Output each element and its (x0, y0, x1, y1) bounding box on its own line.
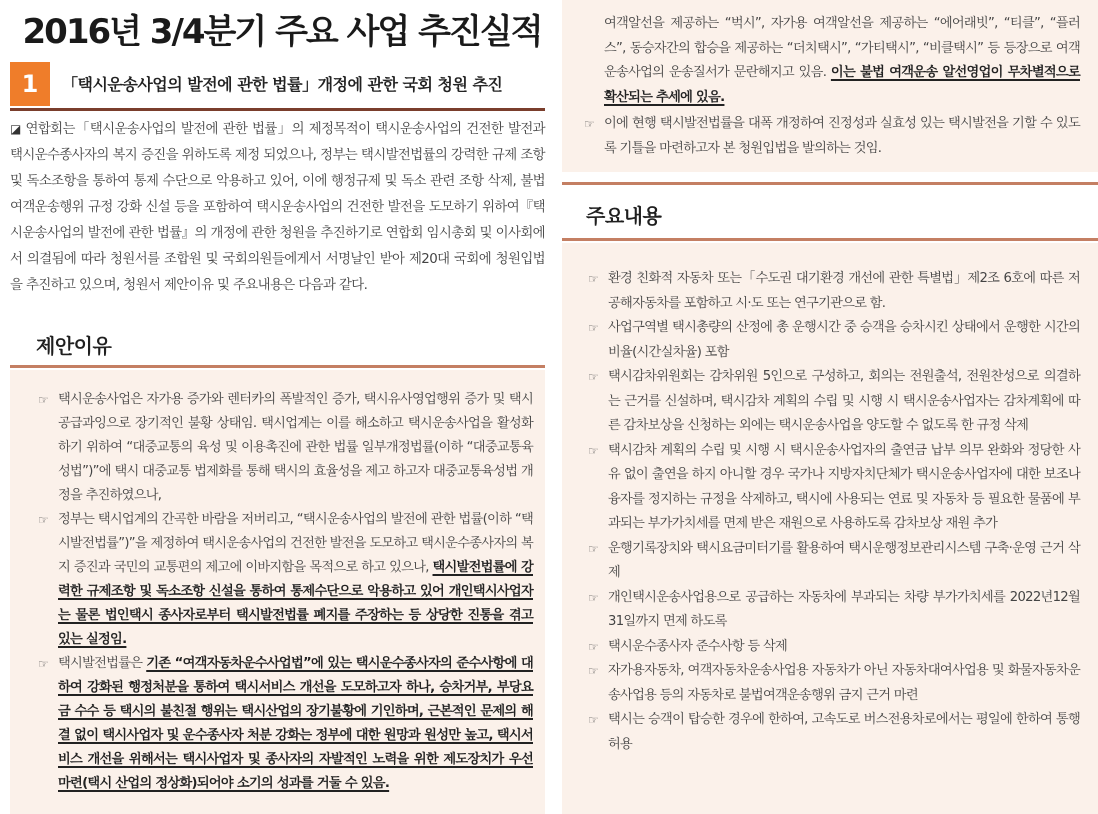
pointing-hand-icon: ☞ (38, 393, 49, 407)
list-item (38, 388, 533, 508)
proposal-heading: 제안이유 (36, 334, 112, 358)
pointing-hand-icon: ☞ (588, 664, 599, 678)
list-item (588, 659, 1080, 708)
main-contents-item-text: 자가용자동차, 여객자동차운송사업용 자동차가 아닌 자동차대여사업용 및 화물자동차운송사업용 등의 자동차로 불법여객운송행위 금지 근거 마련 (608, 663, 1080, 703)
proposal-item-text: 택시운송사업은 자가용 증가와 렌터카의 폭발적인 증가, 택시유사영업행위 증가 및 택시 공급과잉으로 장기적인 불황 상태임. 택시업계는 이를 해소하고 택시운송사업을 활성화하기 위하여 “대중교통의 육성 및 이용촉진에 관한 법률 일부개정법률(이하 “대중교통육성법”)”에 택시 대중교통 법제화를 통해 택시의 효율성을 제고 하고자 대중교통육성법 개정을 추진하였으나, (58, 392, 533, 503)
list-item (588, 635, 1080, 660)
pointing-hand-icon: ☞ (38, 513, 49, 527)
main-contents-item-text: 택시감차 계획의 수립 및 시행 시 택시운송사업자의 출연금 납부 의무 완화와 정당한 사유 없이 출연을 하지 아니할 경우 국가나 지방자치단체가 택시운송사업자에 대한 보조나 융자를 정지하는 규정을 삭제하고, 택시에 사용되는 연료 및 자동차 등 필요한 물품에 부과되는 부가가치세를 면제 받은 재원으로 사용하도록 감차보상 재원 추가 (608, 442, 1080, 531)
continued-proposal-box (562, 0, 1098, 172)
main-contents-item-text: 개인택시운송사업용으로 공급하는 자동차에 부과되는 차량 부가가치세를 2022년12월31일까지 면제 하도록 (608, 589, 1080, 629)
section-divider (10, 108, 545, 111)
main-contents-item-text: 운행기록장치와 택시요금미터기를 활용하여 택시운행정보관리시스템 구축·운영 근거 삭제 (608, 540, 1080, 580)
proposal-divider (10, 365, 545, 368)
pointing-hand-icon: ☞ (588, 272, 599, 286)
list-item (588, 365, 1080, 439)
main-contents-box (562, 243, 1098, 814)
pointing-hand-icon: ☞ (584, 117, 595, 131)
list-item (588, 439, 1080, 537)
proposal-item-emphasis: 기존 “여객자동차운수사업법”에 있는 택시운수종사자의 준수사항에 대하여 강화된 행정처분을 통하여 택시서비스 개선을 도모하고자 하나, 승차거부, 부당요금 수수 등 택시의 불친절 행위는 택시산업의 장기불황에 기인하며, 근본적인 문제의 해결 없이 택시사업자 및 운수종사자 처분 강화는 정부에 대한 원망과 원성만 높고, 택시서비스 개선을 위해서는 택시사업자 및 종사자의 자발적인 노력을 위한 제도장치가 우선 마련(택시 산업의 정상화)되어야 소기의 성과를 거둘 수 있음. (58, 656, 533, 791)
pointing-hand-icon: ☞ (588, 370, 599, 384)
list-item (588, 708, 1080, 757)
list-item (588, 267, 1080, 316)
proposal-item-text: 택시발전법률은 (58, 656, 143, 671)
intro-paragraph (10, 116, 545, 299)
list-item (588, 537, 1080, 586)
list-item (38, 508, 533, 652)
pointing-hand-icon: ☞ (588, 541, 599, 556)
pointing-hand-icon: ☞ (588, 639, 599, 654)
pointing-hand-icon: ☞ (588, 590, 599, 605)
list-item (584, 112, 1080, 161)
continued-text: 여객알선을 제공하는 “벅시”, 자가용 여객알선을 제공하는 “에어래빗”, “티클”, “플러스”, 동승자간의 합승을 제공하는 “더치택시”, “가티택시”, “비클택시” 등 등장으로 여객운송사업의 운송질서가 문란해지고 있음. (604, 16, 1080, 80)
continued-paragraph (584, 12, 1080, 110)
right-divider (562, 182, 1098, 185)
main-contents-item-text: 택시는 승객이 탑승한 경우에 한하여, 고속도로 버스전용차로에서는 평일에 한하여 통행 허용 (608, 712, 1080, 752)
proposal-item-emphasis: 택시발전법률에 강력한 규제조항 및 독소조항 신설을 통하여 통제수단으로 악용하고 있어 개인택시사업자는 물론 법인택시 종사자로부터 택시발전법률 폐지를 주장하는 등 상당한 진통을 겪고 있는 실정임. (58, 560, 533, 647)
section-header (10, 62, 545, 106)
list-item (588, 316, 1080, 365)
page-title: 2016년 3/4분기 주요 사업 추진실적 (22, 12, 542, 52)
main-contents-item-text: 택시운수종사자 준수사항 등 삭제 (608, 638, 788, 654)
main-contents-item-text: 환경 친화적 자동차 또는「수도권 대기환경 개선에 관한 특별법」제2조 6호에 따른 저공해자동차를 포함하고 시·도 또는 연구기관으로 함. (608, 271, 1080, 311)
main-contents-item-text: 택시감차위원회는 감차위원 5인으로 구성하고, 회의는 전원출석, 전원찬성으로 의결하는 근거를 신설하며, 택시감차 계획의 수립 및 시행 시 택시운송사업자는 감차계획에 따른 감차보상을 신청하는 외에는 택시운송사업을 양도할 수 없도록 한 규정 삭제 (608, 369, 1080, 433)
section-number-badge: 1 (10, 62, 50, 106)
proposal-item-text: 정부는 택시업계의 간곡한 바람을 저버리고, “택시운송사업의 발전에 관한 법률(이하 “택시발전법률”)”을 제정하여 택시운송사업의 건전한 발전을 도모하고 택시운수종사자의 복지 증진과 국민의 교통편의 제고에 이바지함을 목적으로 하고 있으나, (58, 512, 533, 575)
continued-item-text: 이에 현행 택시발전법률을 대폭 개정하여 진정성과 실효성 있는 택시발전을 기할 수 있도록 기틀을 마련하고자 본 청원입법을 발의하는 것임. (604, 116, 1080, 156)
left-column (10, 0, 545, 814)
intro-text: 연합회는「택시운송사업의 발전에 관한 법률」의 제정목적이 택시운송사업의 건전한 발전과 택시운수종사자의 복지 증진을 위하도록 제정 되었으나, 정부는 택시발전법률의 강력한 규제 조항 및 독소조항을 통하여 통제 수단으로 악용하고 있어, 이에 행정규제 및 독소 관련 조항 삭제, 불법여객운송행위 규정 강화 신설 등을 포함하여 택시운송사업의 건전한 발전을 도모하기 위하여『택시운송사업의 발전에 관한 법률』의 개정에 관한 청원을 추진하기로 연합회 임시총회 및 이사회에서 의결됨에 따라 청원서를 조합원 및 국회의원들에게서 서명날인 받아 제20대 국회에 청원입법을 추진하고 있으며, 청원서 제안이유 및 주요내용은 다음과 같다. (10, 122, 545, 293)
pointing-hand-icon: ☞ (588, 443, 599, 458)
square-bullet-icon: ◪ (10, 122, 21, 136)
pointing-hand-icon: ☞ (38, 657, 49, 671)
list-item (588, 586, 1080, 635)
right-column (562, 0, 1098, 814)
main-contents-divider (562, 238, 1098, 241)
main-contents-item-text: 사업구역별 택시총량의 산정에 총 운행시간 중 승객을 승차시킨 상태에서 운행한 시간의 비율(시간실차율) 포함 (608, 320, 1080, 360)
continued-emphasis: 이는 불법 여객운송 알선영업이 무차별적으로 확산되는 추세에 있음. (604, 65, 1080, 105)
main-contents-heading: 주요내용 (586, 204, 662, 228)
pointing-hand-icon: ☞ (588, 321, 599, 335)
proposal-box (10, 370, 545, 814)
pointing-hand-icon: ☞ (588, 713, 599, 727)
list-item (38, 652, 533, 796)
section-title: 「택시운송사업의 발전에 관한 법률」개정에 관한 국회 청원 추진 (62, 75, 503, 94)
